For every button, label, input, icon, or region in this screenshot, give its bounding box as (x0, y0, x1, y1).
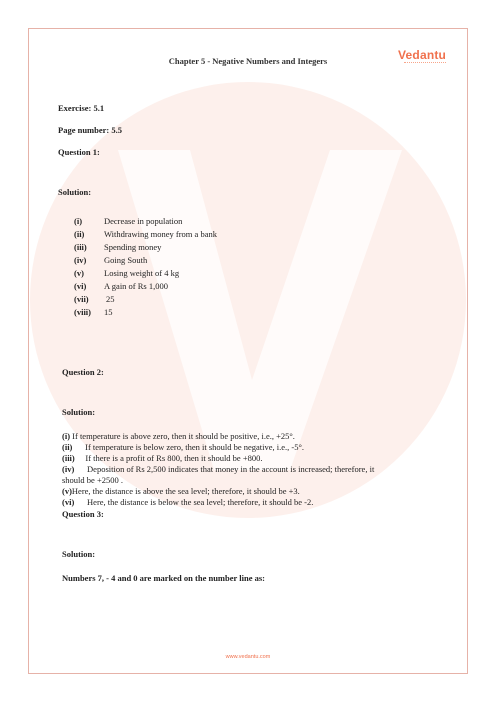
list-item-number: (vi) (74, 281, 87, 291)
line-number: (i) (62, 431, 71, 441)
question-3-solution-heading: Solution: (62, 549, 96, 559)
line-text: Here, the distance is above the sea level; therefore, it should be +3. (71, 486, 300, 496)
list-item-number: (v) (74, 268, 84, 278)
solution-line (62, 487, 300, 496)
logo-tagline-decoration (404, 62, 446, 65)
list-item-number: (i) (74, 216, 83, 226)
footer-url[interactable]: www.vedantu.com (225, 654, 271, 660)
line-number: (iv) (62, 464, 75, 474)
line-number: (vi) (62, 497, 75, 507)
chapter-title: Chapter 5 - Negative Numbers and Integers (168, 56, 328, 66)
list-item: Withdrawing money from a bank (104, 229, 217, 239)
solution-line (62, 465, 374, 474)
list-item: Spending money (104, 242, 162, 252)
list-item: A gain of Rs 1,000 (104, 281, 168, 291)
line-number: (v) (62, 486, 72, 496)
list-item: Losing weight of 4 kg (104, 268, 180, 278)
question-3-heading: Question 3: (62, 509, 104, 519)
list-item: Going South (104, 255, 148, 265)
exercise-label: Exercise: 5.1 (58, 103, 105, 113)
line-text: should be +2500 . (62, 475, 123, 485)
list-item-number: (ii) (74, 229, 85, 239)
list-item-number: (vii) (74, 294, 89, 304)
question-1-heading: Question 1: (58, 147, 100, 157)
solution-line (62, 476, 123, 485)
solution-line (62, 454, 263, 463)
line-text: Deposition of Rs 2,500 indicates that money in the account is increased; therefore, it (74, 464, 375, 474)
question-2-solution-heading: Solution: (62, 407, 96, 417)
line-text: If there is a profit of Rs 800, then it should be +800. (74, 453, 263, 463)
line-number: (iii) (62, 453, 75, 463)
solution-line (62, 432, 295, 441)
list-item-number: (viii) (74, 307, 91, 317)
solution-line (62, 498, 313, 507)
question-1-solution-heading: Solution: (58, 187, 92, 197)
list-item: Decrease in population (104, 216, 183, 226)
vedantu-logo: Vedantu (398, 48, 447, 62)
list-item: 25 (106, 294, 115, 304)
question-2-heading: Question 2: (62, 367, 104, 377)
question-3-solution-text: Numbers 7, - 4 and 0 are marked on the number line as: (62, 573, 265, 583)
list-item-number: (iii) (74, 242, 87, 252)
page-number-label: Page number: 5.5 (58, 125, 122, 135)
line-number: (ii) (62, 442, 73, 452)
line-text: If temperature is below zero, then it should be negative, i.e., -5°. (72, 442, 305, 452)
line-text: If temperature is above zero, then it should be positive, i.e., +25°. (70, 431, 295, 441)
line-text: Here, the distance is below the sea level; therefore, it should be -2. (74, 497, 314, 507)
solution-line (62, 443, 304, 452)
list-item: 15 (104, 307, 113, 317)
list-item-number: (iv) (74, 255, 87, 265)
